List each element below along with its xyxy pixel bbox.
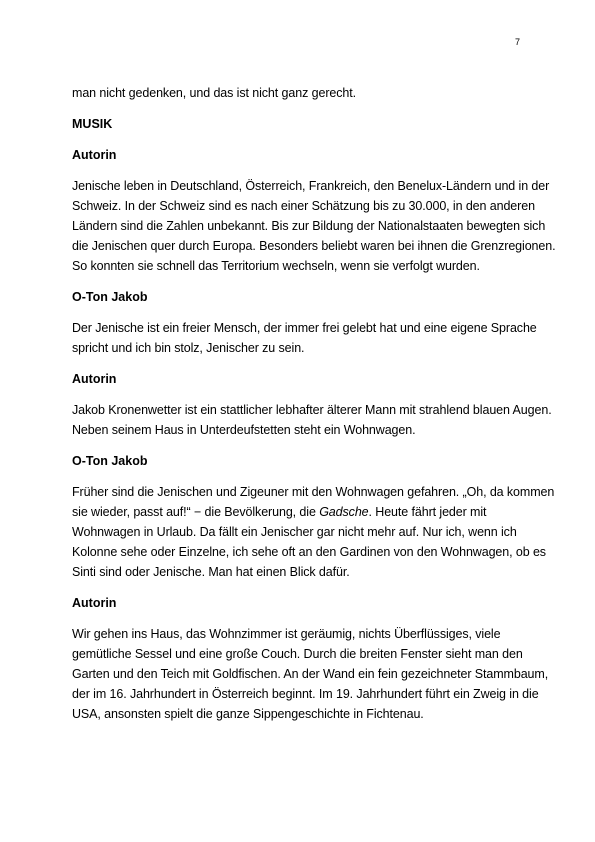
- paragraph-jakob-kronenwetter: Jakob Kronenwetter ist ein stattlicher lebhafter älterer Mann mit strahlend blauen Augen. Neben seinem Haus in Unterdeufstetten steht ein Wohnwagen.: [72, 403, 552, 437]
- paragraph-wohnzimmer: Wir gehen ins Haus, das Wohnzimmer ist geräumig, nichts Überflüssiges, viele gemütliche Sessel und eine große Couch. Durch die breiten Fenster sieht man den Garten und den Teich mit Goldfischen. An der Wand ein fein gezeichneter Stammbaum, der im 16. Jahrhundert in Österreich beginnt. Im 19. Jahrhundert führt ein Zweig in die USA, ansonsten spielt die ganze Sippengeschichte in Fichtenau.: [72, 627, 549, 721]
- speaker-heading-autorin: Autorin: [72, 596, 117, 610]
- document-body: [72, 83, 556, 735]
- paragraph-jenische-europa: Jenische leben in Deutschland, Österreich, Frankreich, den Benelux-Ländern und in der Schweiz. In der Schweiz sind es nach einer Schätzung bis zu 30.000, in den anderen Ländern sind die Zahlen unbekannt. Bis zur Bildung der Nationalstaaten bewegten sich die Jenischen quer durch Europa. Besonders beliebt waren bei ihnen die Grenzregionen. So konnten sie schnell das Territorium wechseln, wenn sie verfolgt wurden.: [72, 179, 556, 273]
- paragraph-wohnwagen: [72, 482, 556, 582]
- speaker-heading-o-ton-jakob: O-Ton Jakob: [72, 290, 148, 304]
- paragraph-freier-mensch: Der Jenische ist ein freier Mensch, der immer frei gelebt hat und eine eigene Sprache spricht und ich bin stolz, Jenischer zu sein.: [72, 321, 537, 355]
- section-heading-musik: MUSIK: [72, 117, 113, 131]
- page-number: 7: [515, 37, 521, 47]
- italic-term: Gadsche: [319, 505, 369, 519]
- paragraph-text-part: . Heute fährt jeder mit Wohnwagen in Urlaub. Da fällt ein Jenischer gar nicht mehr auf. Nur ich, wenn ich Kolonne sehe oder Einzelne, ich sehe oft an den Gardinen von den Wohnwagen, ob es Sinti sind oder Jenische. Man hat einen Blick dafür.: [72, 505, 546, 579]
- paragraph-intro: man nicht gedenken, und das ist nicht ganz gerecht.: [72, 86, 356, 100]
- speaker-heading-autorin: Autorin: [72, 372, 117, 386]
- paragraph-text-part: Früher sind die Jenischen und Zigeuner mit den Wohnwagen gefahren. „Oh, da kommen sie wieder, passt auf!“ − die Bevölkerung, die: [72, 485, 555, 519]
- speaker-heading-o-ton-jakob: O-Ton Jakob: [72, 454, 148, 468]
- speaker-heading-autorin: Autorin: [72, 148, 117, 162]
